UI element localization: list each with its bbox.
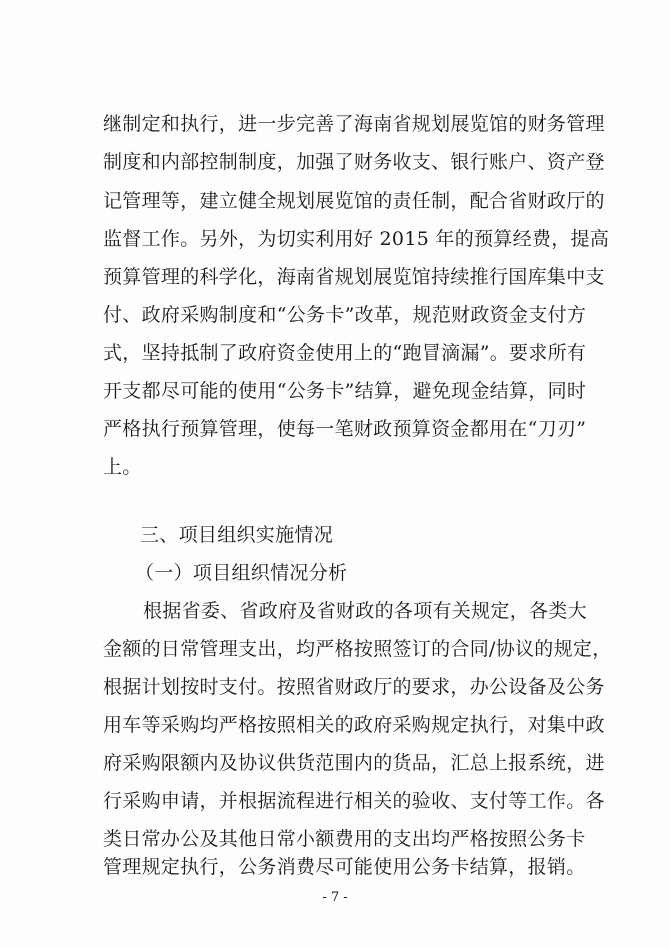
paragraph-1-line-4: 监督工作。另外，为切实利用好 2015 年的预算经费，提高 [103,228,610,250]
page-number: - 7 - [322,890,348,905]
paragraph-1-line-1: 继制定和执行，进一步完善了海南省规划展览馆的财务管理 [103,113,605,135]
paragraph-2-line-6: 行采购申请，并根据流程进行相关的验收、支付等工作。各 [103,790,605,812]
paragraph-1-line-10: 上。 [103,456,142,478]
paragraph-1-line-9: 严格执行预算管理，使每一笔财政预算资金都用在“刀刃” [103,418,587,440]
paragraph-1-line-7: 式，坚持抵制了政府资金使用上的“跑冒滴漏”。要求所有 [103,342,587,364]
paragraph-1-line-5: 预算管理的科学化，海南省规划展览馆持续推行国库集中支 [103,266,605,288]
paragraph-2-line-4: 用车等采购均严格按照相关的政府采购规定执行，对集中政 [103,714,605,736]
paragraph-2-line-1: 根据省委、省政府及省财政的各项有关规定，各类大 [143,600,587,622]
paragraph-2-line-7: 类日常办公及其他日常小额费用的支出均严格按照公务卡 [103,828,586,850]
section-subheading: （一）项目组织情况分析 [135,562,348,584]
paragraph-1-line-8: 开支都尽可能的使用“公务卡”结算，避免现金结算，同时 [103,380,587,402]
paragraph-1-line-3: 记管理等，建立健全规划展览馆的责任制，配合省财政厅的 [103,190,605,212]
paragraph-2-line-5: 府采购限额内及协议供货范围内的货品，汇总上报系统，进 [103,752,605,774]
paragraph-1-line-6: 付、政府采购制度和“公务卡”改革，规范财政资金支付方 [103,304,587,326]
paragraph-2-line-8: 管理规定执行，公务消费尽可能使用公务卡结算，报销。 [103,856,586,878]
paragraph-2-line-2: 金额的日常管理支出，均严格按照签订的合同/协议的规定， [103,638,612,660]
section-heading: 三、项目组织实施情况 [140,524,334,546]
paragraph-1-line-2: 制度和内部控制制度，加强了财务收支、银行账户、资产登 [103,151,605,173]
paragraph-2-line-3: 根据计划按时支付。按照省财政厅的要求，办公设备及公务 [103,676,605,698]
